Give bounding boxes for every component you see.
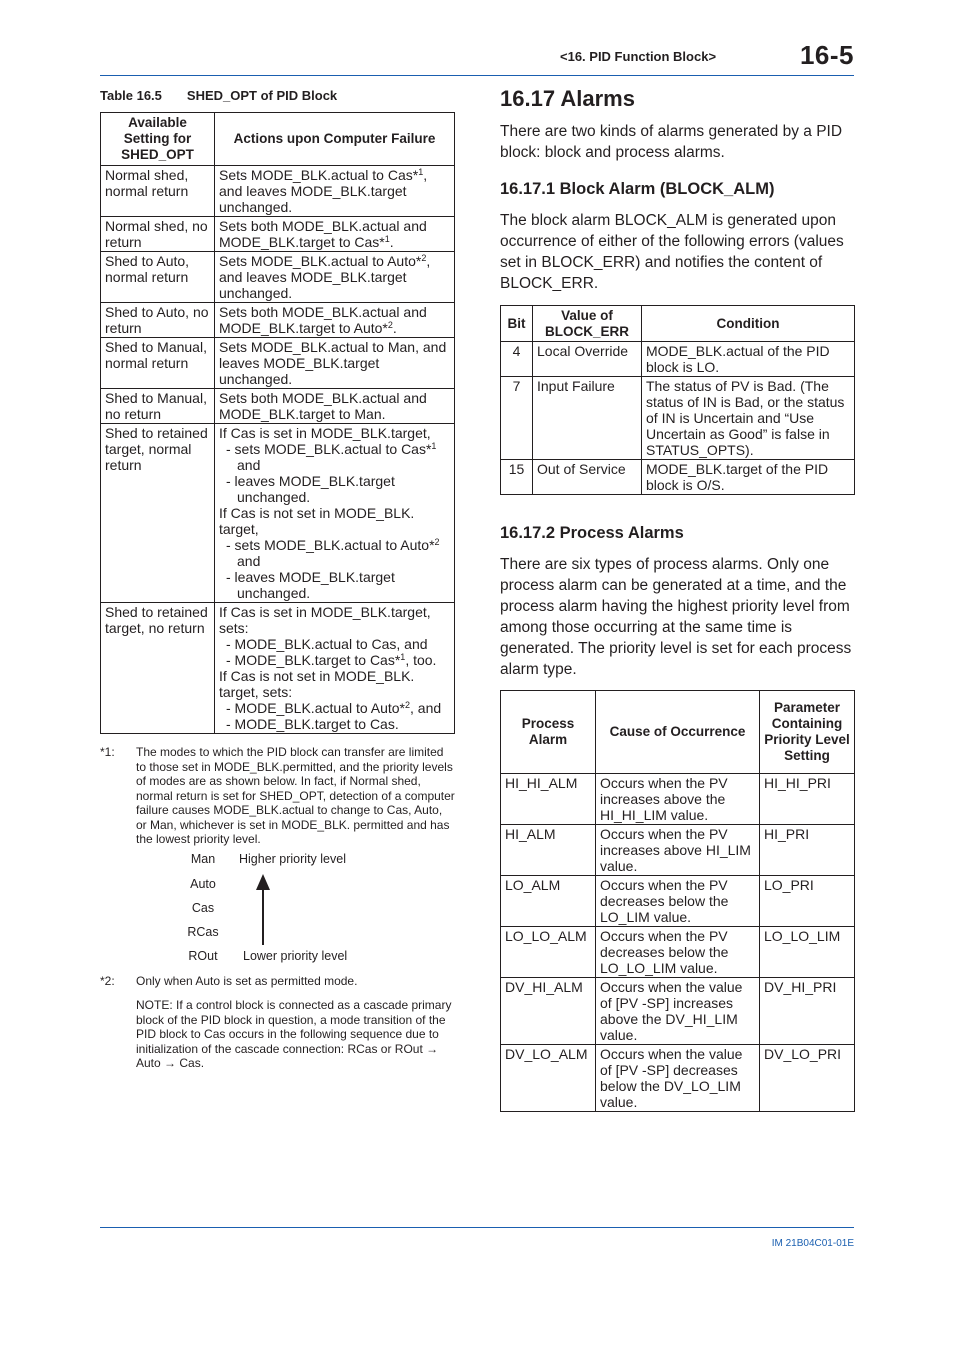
priority-parameter-cell: DV_HI_PRI: [760, 978, 855, 1045]
mode-label: Auto: [190, 877, 216, 891]
shed-action-line: Sets both MODE_BLK.actual and MODE_BLK.target to Man.: [219, 390, 427, 422]
shed-action-cell: [215, 603, 455, 734]
alarms-intro: There are two kinds of alarms generated by a PID block: block and process alarms.: [500, 123, 843, 161]
shed-action-line: If Cas is not set in MODE_BLK. target,: [219, 505, 415, 537]
cause-cell: Occurs when the PV decreases below the LO_LO_LIM value.: [596, 927, 760, 978]
column-header-cause: Cause of Occurrence: [596, 691, 760, 774]
table-row: [101, 389, 455, 424]
mode-label: Man: [190, 852, 216, 866]
shed-action-line: unchanged.: [237, 585, 311, 601]
table-row: [101, 166, 455, 217]
shed-table-body: [101, 166, 455, 734]
header-rule: [100, 75, 854, 76]
cause-cell: Occurs when the PV increases above HI_LIM value.: [596, 825, 760, 876]
shed-setting-cell: Normal shed, normal return: [101, 166, 215, 217]
chapter-header: <16. PID Function Block>: [560, 49, 717, 64]
table-row: [501, 377, 855, 460]
process-alarm-cell: LO_LO_ALM: [501, 927, 596, 978]
table-row: [101, 303, 455, 338]
shed-setting-cell: Shed to Auto, no return: [101, 303, 215, 338]
column-header-process-alarm: Process Alarm: [501, 691, 596, 774]
shed-action-line: - sets MODE_BLK.actual to Cas*$^1$: [226, 441, 437, 457]
shed-action-line: If Cas is set in MODE_BLK.target, sets:: [219, 604, 431, 636]
shed-action-line: - MODE_BLK.actual to Auto*$^2$, and: [226, 700, 442, 716]
table-row: [101, 217, 455, 252]
shed-action-line: If Cas is set in MODE_BLK.target,: [219, 425, 431, 441]
shed-setting-cell: Shed to Manual, normal return: [101, 338, 215, 389]
shed-action-cell: [215, 217, 455, 252]
shed-action-line: Sets MODE_BLK.actual to Man, and leaves MODE_BLK.target unchanged.: [219, 339, 447, 387]
shed-action-line: Sets both MODE_BLK.actual and MODE_BLK.target to Auto*$^2$.: [219, 304, 427, 336]
mode-label: Cas: [191, 901, 215, 915]
table-row: [501, 978, 855, 1045]
column-header-condition: Condition: [642, 306, 855, 342]
shed-action-cell: [215, 166, 455, 217]
table-row: [501, 342, 855, 377]
table-row: [501, 927, 855, 978]
shed-action-cell: [215, 389, 455, 424]
block-err-value-cell: Input Failure: [533, 377, 642, 460]
cause-cell: Occurs when the PV decreases below the LO_LIM value.: [596, 876, 760, 927]
lower-priority-label: Lower priority level: [243, 949, 348, 963]
priority-parameter-cell: HI_HI_PRI: [760, 774, 855, 825]
shed-action-line: - MODE_BLK.target to Cas.: [226, 716, 399, 732]
column-header-action: Actions upon Computer Failure: [215, 113, 455, 166]
shed-action-line: - leaves MODE_BLK.target: [226, 569, 395, 585]
process-table-body: [501, 774, 855, 1112]
document-id: IM 21B04C01-01E: [771, 1238, 854, 1249]
page-number: 16-5: [799, 40, 854, 70]
shed-action-line: If Cas is not set in MODE_BLK. target, sets:: [219, 668, 415, 700]
block-table-body: [501, 342, 855, 495]
table-caption-title: SHED_OPT of PID Block: [186, 88, 338, 103]
table-caption: [100, 88, 337, 103]
footer-rule: [100, 1227, 854, 1228]
shed-action-line: Sets both MODE_BLK.actual and MODE_BLK.target to Cas*$^1$.: [219, 218, 427, 250]
process-table-header-row: [501, 691, 855, 774]
footnote-1-mark: *1:: [100, 745, 115, 759]
process-alarm-table: [500, 690, 855, 1112]
section-title: 16.17 Alarms: [500, 86, 635, 111]
higher-priority-label: Higher priority level: [239, 852, 346, 866]
shed-action-cell: [215, 338, 455, 389]
table-row: [101, 252, 455, 303]
footnote-2-mark: *2:: [100, 974, 115, 988]
shed-setting-cell: Shed to retained target, normal return: [101, 424, 215, 603]
block-alarm-text: The block alarm BLOCK_ALM is generated upon occurrence of either of the following errors (values set in BLOCK_ERR) and notifies the content of BLOCK_ERR.: [500, 212, 844, 292]
process-alarm-cell: DV_HI_ALM: [501, 978, 596, 1045]
shed-setting-cell: Shed to Auto, normal return: [101, 252, 215, 303]
cause-cell: Occurs when the value of [PV -SP] decreases below the DV_LO_LIM value.: [596, 1045, 760, 1112]
shed-action-line: and: [237, 553, 261, 569]
shed-action-line: - MODE_BLK.actual to Cas, and: [226, 636, 428, 652]
shed-action-line: - MODE_BLK.target to Cas*$^1$, too.: [226, 652, 437, 668]
shed-action-line: Sets MODE_BLK.actual to Cas*$^1$, and leaves MODE_BLK.target unchanged.: [219, 167, 428, 215]
mode-label: RCas: [187, 925, 219, 939]
shed-setting-cell: Shed to retained target, no return: [101, 603, 215, 734]
column-header-value: Value of BLOCK_ERR: [533, 306, 642, 342]
table-row: [501, 774, 855, 825]
process-alarm-cell: HI_ALM: [501, 825, 596, 876]
footnote-1-text: The modes to which the PID block can transfer are limited to those set in MODE_BLK.permitted, and the priority levels of modes are as shown below. In fact, if Normal shed, normal return is set for SHED_OPT, detection of a computer failure causes MODE_BLK.actual to change to Cas, Auto, or Man, whichever is set in MODE_BLK. permitted and has the lowest priority level.: [136, 745, 455, 846]
table-row: [101, 603, 455, 734]
process-alarm-cell: HI_HI_ALM: [501, 774, 596, 825]
column-header-setting: Available Setting for SHED_OPT: [101, 113, 215, 166]
process-alarm-cell: LO_ALM: [501, 876, 596, 927]
column-header-parameter: Parameter Containing Priority Level Setting: [760, 691, 855, 774]
mode-label: ROut: [188, 949, 218, 963]
cascade-note: NOTE: If a control block is connected as a cascade primary block of the PID block in question, a mode transition of the PID block to Cas occurs in the following sequence due to initialization of the cascade connection: RCas or ROut → Auto → Cas.: [136, 998, 452, 1070]
condition-cell: The status of PV is Bad. (The status of IN is Bad, or the status of IN is Uncertain and “Use Uncertain as Good” is false in STATUS_OPTS).: [642, 377, 855, 460]
shed-setting-cell: Normal shed, no return: [101, 217, 215, 252]
table-row: [501, 876, 855, 927]
block-err-value-cell: Out of Service: [533, 460, 642, 495]
shed-opt-table: [100, 112, 455, 734]
condition-cell: MODE_BLK.target of the PID block is O/S.: [642, 460, 855, 495]
column-header-bit: Bit: [501, 306, 533, 342]
block-err-value-cell: Local Override: [533, 342, 642, 377]
cause-cell: Occurs when the PV increases above the HI_HI_LIM value.: [596, 774, 760, 825]
process-alarm-title: 16.17.2 Process Alarms: [500, 524, 684, 542]
shed-setting-cell: Shed to Manual, no return: [101, 389, 215, 424]
bit-cell: 15: [501, 460, 533, 495]
table-row: [501, 1045, 855, 1112]
shed-action-line: - sets MODE_BLK.actual to Auto*$^2$: [226, 537, 440, 553]
shed-action-cell: [215, 424, 455, 603]
shed-action-cell: [215, 303, 455, 338]
shed-action-line: and: [237, 457, 261, 473]
table-row: [101, 338, 455, 389]
bit-cell: 7: [501, 377, 533, 460]
priority-arrow-shaft: [262, 884, 264, 945]
bit-cell: 4: [501, 342, 533, 377]
priority-parameter-cell: LO_LO_LIM: [760, 927, 855, 978]
footnote-2-text: Only when Auto is set as permitted mode.: [136, 974, 358, 988]
shed-action-line: - leaves MODE_BLK.target: [226, 473, 395, 489]
shed-action-cell: [215, 252, 455, 303]
table-row: [101, 424, 455, 603]
block-alarm-title: 16.17.1 Block Alarm (BLOCK_ALM): [500, 180, 775, 198]
table-header-row: [101, 113, 455, 166]
block-alarm-table: [500, 305, 855, 495]
process-alarm-cell: DV_LO_ALM: [501, 1045, 596, 1112]
shed-action-line: unchanged.: [237, 489, 311, 505]
table-caption-label: Table 16.5: [100, 88, 162, 103]
shed-action-line: Sets MODE_BLK.actual to Auto*$^2$, and leaves MODE_BLK.target unchanged.: [219, 253, 431, 301]
block-table-header-row: [501, 306, 855, 342]
table-row: [501, 825, 855, 876]
condition-cell: MODE_BLK.actual of the PID block is LO.: [642, 342, 855, 377]
table-row: [501, 460, 855, 495]
priority-parameter-cell: LO_PRI: [760, 876, 855, 927]
process-alarm-text: There are six types of process alarms. Only one process alarm can be generated at a time, and the process alarm having the highest priority level from among those occurring at the same time is generated. The priority level is set for each process alarm type.: [500, 556, 852, 678]
priority-parameter-cell: HI_PRI: [760, 825, 855, 876]
cause-cell: Occurs when the value of [PV -SP] increases above the DV_HI_LIM value.: [596, 978, 760, 1045]
priority-parameter-cell: DV_LO_PRI: [760, 1045, 855, 1112]
